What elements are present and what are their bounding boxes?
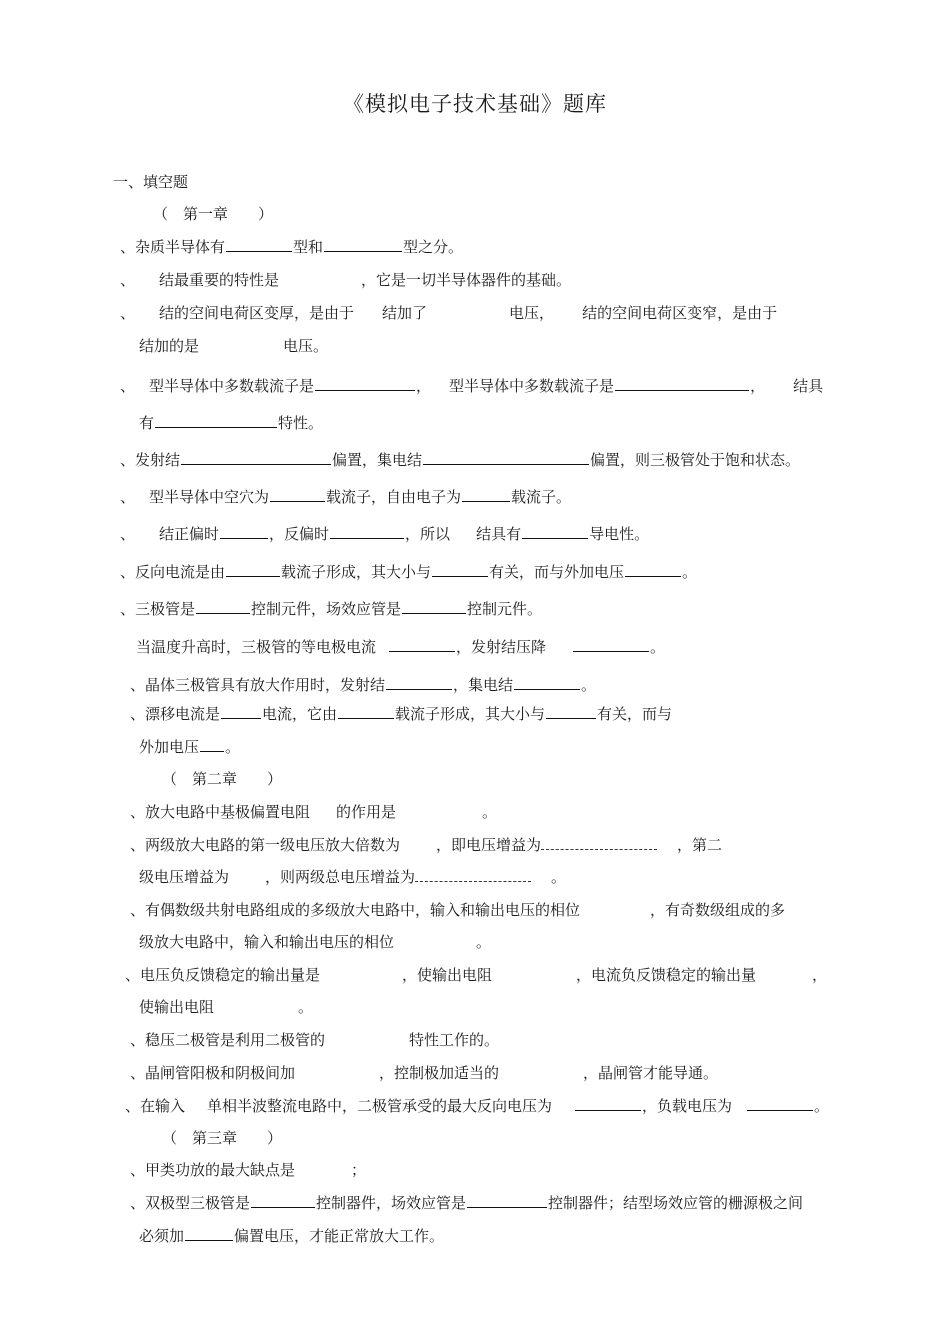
q2-text-c: ，它是一切半导体器件的基础。: [361, 271, 572, 289]
q3-text-d: 电压，: [509, 304, 555, 322]
blank: [185, 1226, 233, 1241]
question-19: [125, 1096, 829, 1116]
q3-text-e: 结的空间电荷区变窄，是由于: [582, 304, 778, 322]
q2-text-a: 、: [120, 271, 136, 289]
q11-text-c: 。: [581, 676, 597, 694]
q16-text-a: 、电压负反馈稳定的输出量是: [125, 966, 321, 984]
q16-text-c: ，电流负反馈稳定的输出量: [576, 966, 757, 984]
blank: [155, 413, 277, 428]
q7-text-c: ，反偏时: [269, 525, 330, 543]
q5-text-b: 偏置，集电结: [332, 451, 423, 469]
question-13: [130, 802, 497, 822]
q19-text-a: 、在输入: [125, 1097, 186, 1115]
q13-text-a: 、放大电路中基极偏置电阻: [130, 803, 311, 821]
question-11: [130, 675, 596, 695]
blank: [615, 376, 749, 391]
question-15-line-1: [130, 900, 785, 920]
q16-text-f: 。: [298, 998, 314, 1016]
question-20: [130, 1160, 366, 1180]
q3-text-g: 电压。: [283, 337, 329, 355]
q14-text-f: 。: [551, 868, 567, 886]
question-12-line-1: [130, 704, 672, 724]
question-3-line-1: [120, 303, 777, 323]
q6-text-d: 载流子。: [511, 488, 572, 506]
q14-text-e: ，则两级总电压增益为: [265, 868, 416, 886]
blank: [423, 450, 589, 465]
blank: [389, 637, 455, 652]
question-17: [130, 1030, 499, 1050]
q18-text-a: 、晶闸管阳极和阴极间加: [130, 1064, 296, 1082]
blank: [541, 835, 657, 850]
q8-text-a: 、反向电流是由: [120, 563, 226, 581]
q20-text-a: 、甲类功放的最大缺点是: [130, 1161, 296, 1179]
chapter-2-heading: （ 第二章 ）: [162, 770, 283, 788]
q21-text-c: 控制器件；结型场效应管的栅源极之间: [548, 1194, 804, 1212]
q15-text-b: ，有奇数级组成的多: [650, 901, 786, 919]
q6-text-c: 载流子，自由电子为: [326, 488, 462, 506]
blank: [573, 637, 649, 652]
question-16-line-2: [139, 997, 313, 1017]
q3-text-a: 、: [120, 304, 136, 322]
q12-text-b: 电流，它由: [262, 705, 338, 723]
q4-text-a: 、: [120, 377, 136, 395]
question-8: [120, 562, 697, 582]
question-21-line-1: [130, 1193, 803, 1213]
q5-text-a: 、发射结: [120, 451, 181, 469]
blank: [522, 524, 588, 539]
blank: [251, 1193, 315, 1208]
q7-text-e: 结具有: [476, 525, 522, 543]
q13-text-c: 。: [482, 803, 498, 821]
blank: [330, 524, 404, 539]
q21-text-b: 控制器件，场效应管是: [316, 1194, 467, 1212]
q9-text-c: 控制元件。: [467, 600, 543, 618]
q4-text-e: ，: [750, 377, 766, 395]
q16-text-d: ，: [812, 966, 828, 984]
blank: [415, 867, 531, 882]
question-12-line-2: [139, 737, 240, 757]
q7-text-d: ，所以: [405, 525, 451, 543]
q19-text-b: 单相半波整流电路中，二极管承受的最大反向电压为: [207, 1097, 553, 1115]
question-5: [120, 450, 800, 470]
q4-text-g: 有: [139, 414, 155, 432]
q15-text-a: 、有偶数级共射电路组成的多级放大电路中，输入和输出电压的相位: [130, 901, 581, 919]
q9-text-b: 控制元件，场效应管是: [251, 600, 402, 618]
q12-text-c: 载流子形成，其大小与: [395, 705, 546, 723]
q6-text-a: 、: [120, 488, 136, 506]
q21-text-d: 必须加: [139, 1227, 185, 1245]
q4-text-f: 结具: [793, 377, 824, 395]
chapter-1-heading: （ 第一章 ）: [153, 205, 274, 223]
section-heading: 一、填空题: [113, 173, 189, 191]
blank: [462, 487, 510, 502]
q12-text-f: 。: [225, 738, 241, 756]
q18-text-c: ，晶闸管才能导通。: [583, 1064, 719, 1082]
blank: [324, 237, 402, 252]
blank: [747, 1096, 813, 1111]
question-2: [120, 270, 571, 290]
q4-text-d: 型半导体中多数载流子是: [449, 377, 615, 395]
q15-text-d: 。: [476, 933, 492, 951]
q6-text-b: 型半导体中空穴为: [149, 488, 270, 506]
q16-text-b: ，使输出电阻: [402, 966, 493, 984]
blank: [467, 1193, 547, 1208]
blank: [221, 704, 261, 719]
blank: [575, 1096, 641, 1111]
q19-text-c: ，负载电压为: [642, 1097, 733, 1115]
q14-text-a: 、两级放大电路的第一级电压放大倍数为: [130, 836, 401, 854]
question-21-line-2: [139, 1226, 444, 1246]
q10-text-c: 。: [650, 638, 666, 656]
blank: [226, 237, 292, 252]
q21-text-e: 偏置电压，才能正常放大工作。: [234, 1227, 445, 1245]
blank: [226, 562, 280, 577]
blank: [338, 704, 394, 719]
q12-text-e: 外加电压: [139, 738, 200, 756]
question-3-line-2: [139, 336, 328, 356]
q3-text-c: 结加了: [382, 304, 428, 322]
question-1: [120, 237, 463, 257]
blank: [386, 675, 452, 690]
q12-text-a: 、漂移电流是: [130, 705, 221, 723]
question-14-line-1: [130, 835, 722, 855]
question-14-line-2: [139, 867, 566, 887]
question-4-line-1: [120, 376, 823, 396]
blank: [315, 376, 415, 391]
question-6: [120, 487, 571, 507]
blank: [220, 524, 268, 539]
q1-text-b: 型和: [293, 238, 324, 256]
question-9: [120, 599, 542, 619]
q17-text-a: 、稳压二极管是利用二极管的: [130, 1031, 326, 1049]
chapter-3-heading: （ 第三章 ）: [162, 1129, 283, 1147]
q20-text-b: ；: [351, 1161, 367, 1179]
q7-text-b: 结正偏时: [159, 525, 220, 543]
q8-text-c: 有关，而与外加电压: [489, 563, 625, 581]
q5-text-c: 偏置，则三极管处于饱和状态。: [590, 451, 801, 469]
blank: [514, 675, 580, 690]
question-18: [130, 1063, 718, 1083]
q4-text-c: ，: [416, 377, 432, 395]
q8-text-d: 。: [682, 563, 698, 581]
q14-text-b: ，即电压增益为: [436, 836, 542, 854]
q21-text-a: 、双极型三极管是: [130, 1194, 251, 1212]
q1-text-c: 型之分。: [403, 238, 464, 256]
blank: [625, 562, 681, 577]
question-7: [120, 524, 649, 544]
q7-text-a: 、: [120, 525, 136, 543]
blank: [270, 487, 325, 502]
question-16-line-1: [125, 965, 827, 985]
q18-text-b: ，控制极加适当的: [379, 1064, 500, 1082]
q14-text-c: ，第二: [677, 836, 723, 854]
q4-text-h: 特性。: [278, 414, 324, 432]
q7-text-f: 导电性。: [589, 525, 650, 543]
q11-text-b: ，集电结: [453, 676, 514, 694]
q17-text-b: 特性工作的。: [409, 1031, 500, 1049]
blank: [200, 737, 224, 752]
blank: [546, 704, 596, 719]
q15-text-c: 级放大电路中，输入和输出电压的相位: [139, 933, 395, 951]
q4-text-b: 型半导体中多数载流子是: [149, 377, 315, 395]
q11-text-a: 、晶体三极管具有放大作用时，发射结: [130, 676, 386, 694]
question-4-line-2: [139, 413, 323, 433]
blank: [181, 450, 331, 465]
q8-text-b: 载流子形成，其大小与: [281, 563, 432, 581]
q19-text-d: 。: [814, 1097, 830, 1115]
q10-text-b: ，发射结压降: [456, 638, 547, 656]
q3-text-f: 结加的是: [139, 337, 200, 355]
q1-text-a: 、杂质半导体有: [120, 238, 226, 256]
document-title: 《模拟电子技术基础》题库: [343, 92, 607, 116]
q2-text-b: 结最重要的特性是: [159, 271, 280, 289]
q13-text-b: 的作用是: [336, 803, 397, 821]
question-15-line-2: [139, 932, 491, 952]
q3-text-b: 结的空间电荷区变厚，是由于: [159, 304, 355, 322]
blank: [196, 599, 250, 614]
q14-text-d: 级电压增益为: [139, 868, 230, 886]
q12-text-d: 有关，而与: [597, 705, 673, 723]
q10-text-a: 当温度升高时，三极管的等电极电流: [136, 638, 377, 656]
blank: [432, 562, 488, 577]
q9-text-a: 、三极管是: [120, 600, 196, 618]
question-10: [136, 637, 665, 657]
q16-text-e: 使输出电阻: [139, 998, 215, 1016]
blank: [402, 599, 466, 614]
